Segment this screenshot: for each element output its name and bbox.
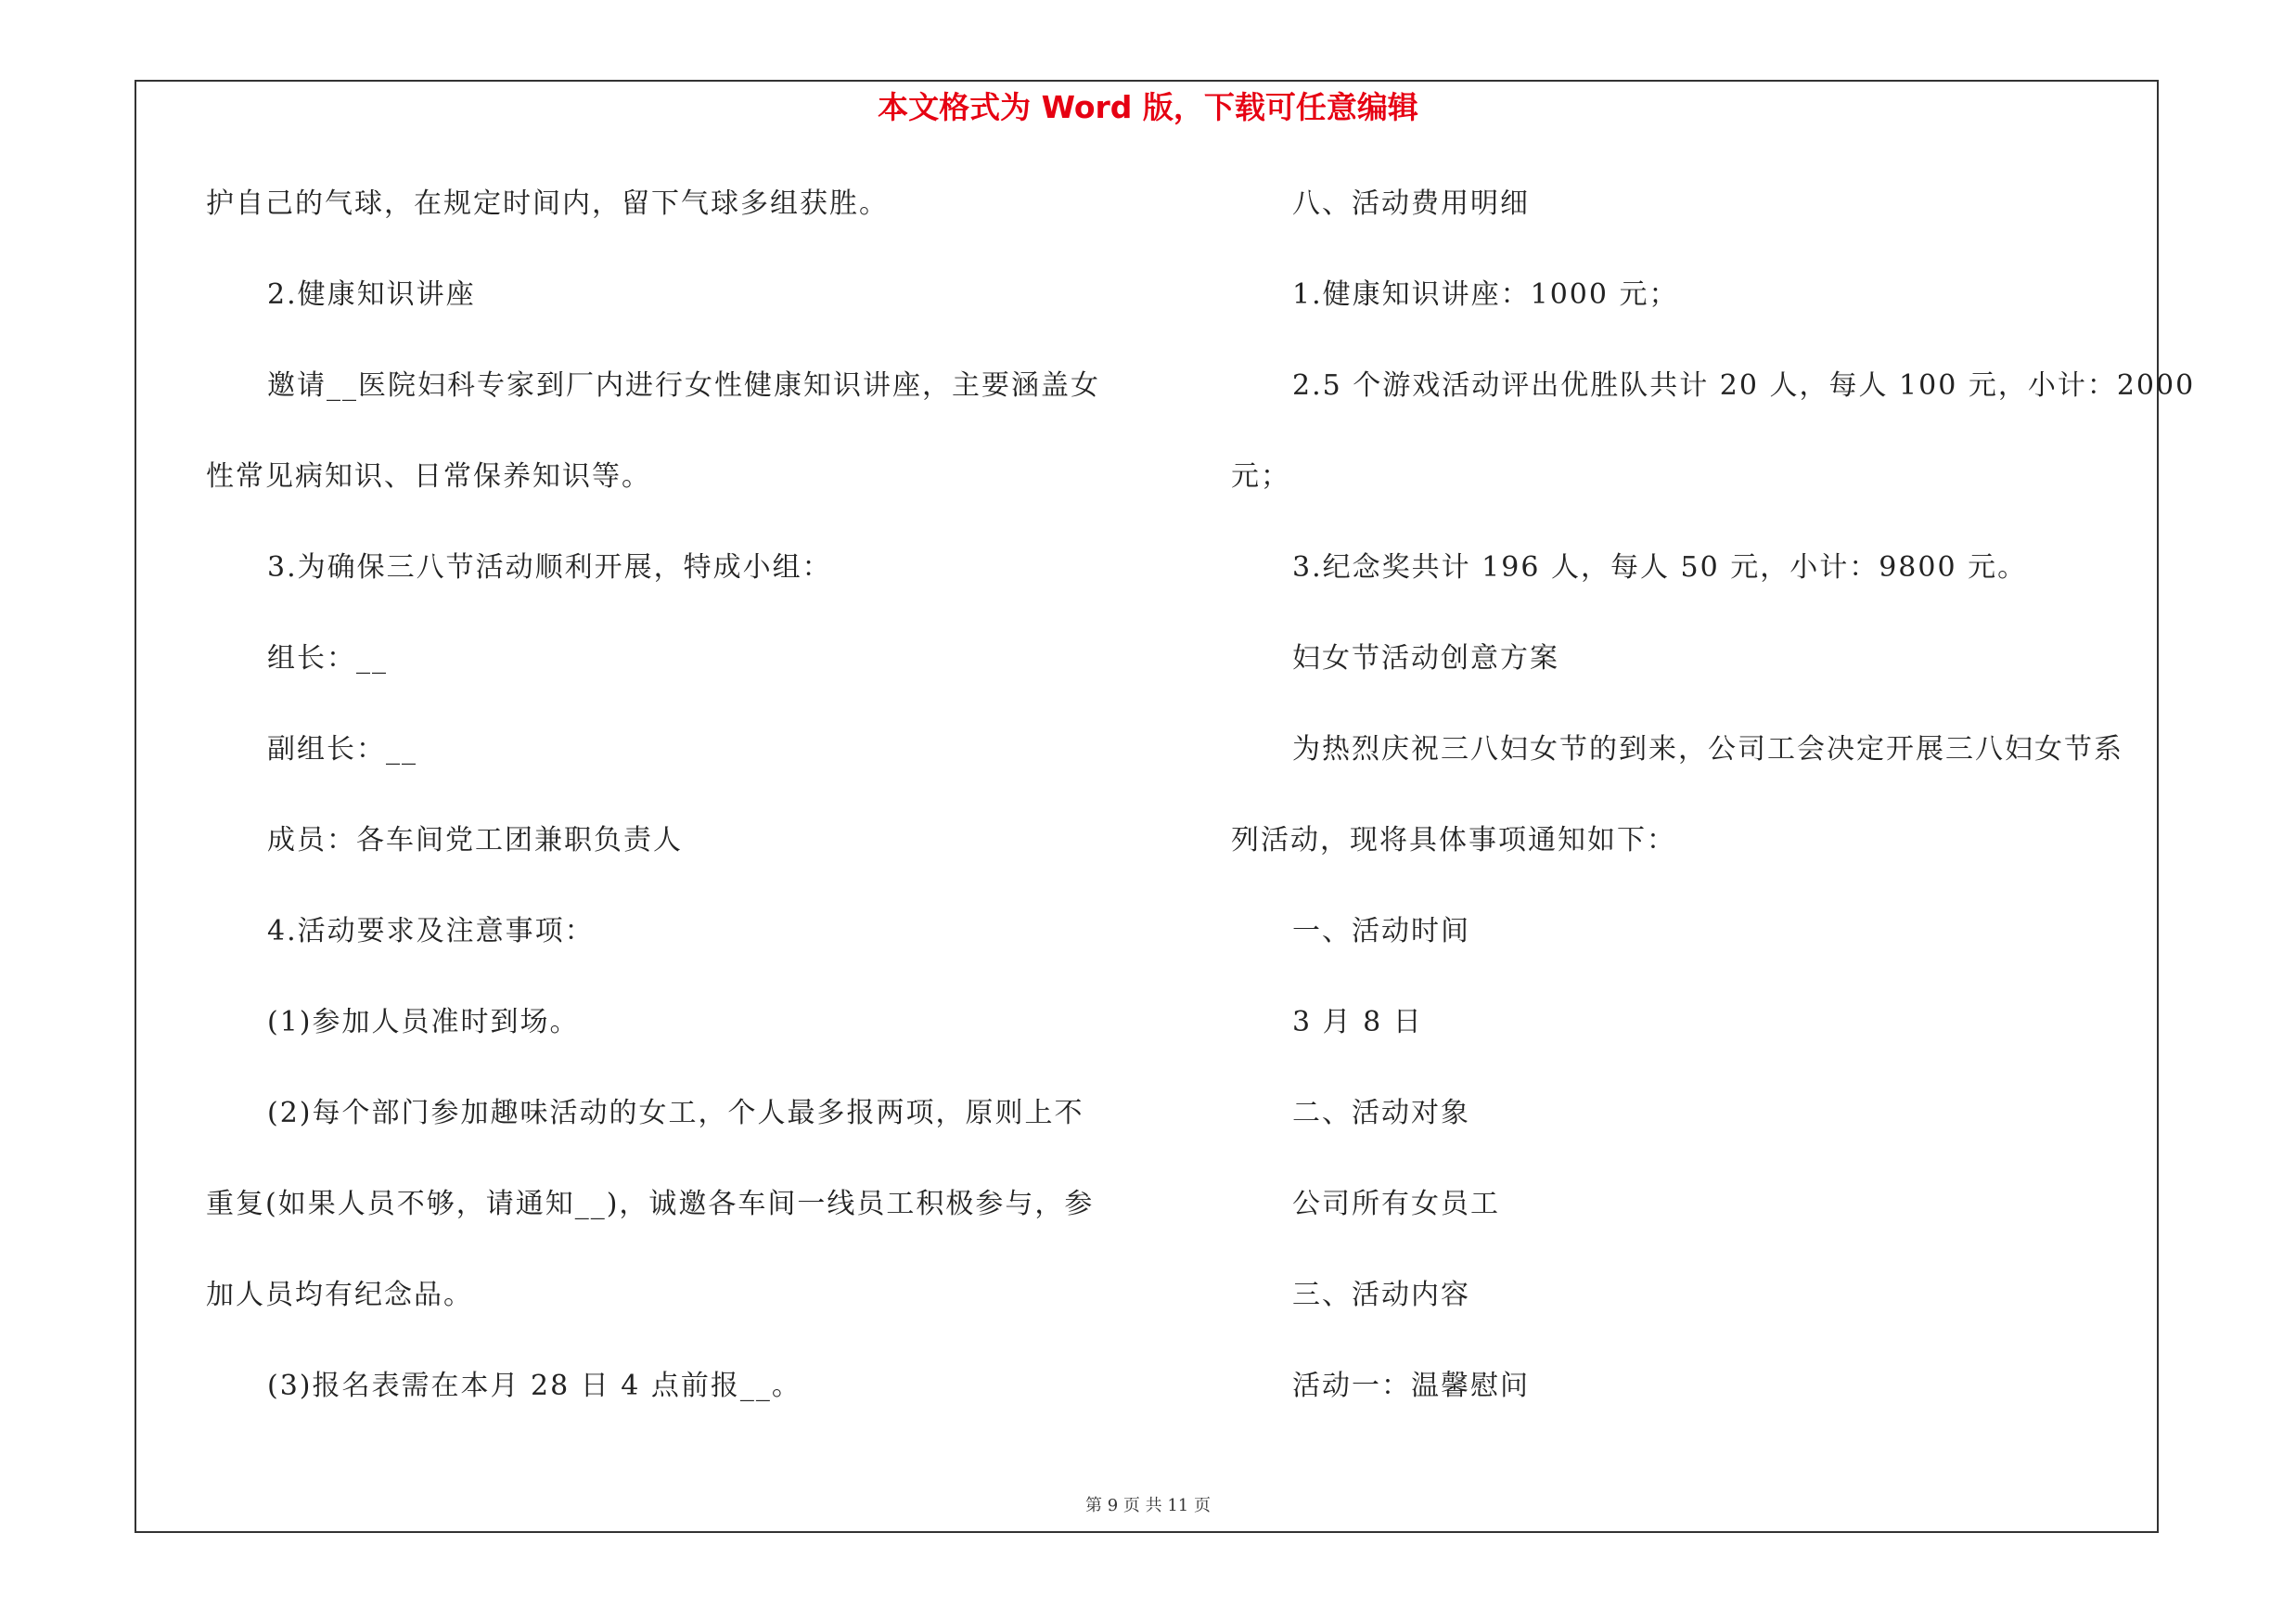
text-line: 1.健康知识讲座：1000 元；	[1292, 278, 1679, 311]
header-banner: 本文格式为 Word 版，下载可任意编辑	[878, 89, 1418, 125]
section-heading: 三、活动内容	[1292, 1279, 1470, 1311]
text-line: 邀请__医院妇科专家到厂内进行女性健康知识讲座，主要涵盖女	[267, 369, 1100, 402]
section-heading: 4.活动要求及注意事项：	[267, 915, 595, 947]
text-line: 活动一：温馨慰问	[1292, 1370, 1530, 1402]
text-line: 组长：__	[267, 642, 388, 675]
text-line: 3 月 8 日	[1292, 1006, 1423, 1038]
text-line: 副组长：__	[267, 733, 417, 766]
page-number: 第 9 页 共 11 页	[1085, 1496, 1211, 1515]
text-line: 元；	[1231, 460, 1290, 493]
text-line: (1)参加人员准时到场。	[267, 1006, 580, 1038]
text-line: 护自己的气球，在规定时间内，留下气球多组获胜。	[206, 187, 889, 220]
document-title: 妇女节活动创意方案	[1292, 642, 1559, 675]
section-heading: 二、活动对象	[1292, 1097, 1470, 1129]
text-line: 公司所有女员工	[1292, 1188, 1500, 1220]
section-heading: 一、活动时间	[1292, 915, 1470, 947]
section-heading: 3.为确保三八节活动顺利开展，特成小组：	[267, 551, 832, 584]
text-line: 3.纪念奖共计 196 人，每人 50 元，小计：9800 元。	[1292, 551, 2028, 584]
text-line: 列活动，现将具体事项通知如下：	[1231, 824, 1676, 857]
text-line: 重复(如果人员不够，请通知__)，诚邀各车间一线员工积极参与，参	[206, 1188, 1095, 1220]
text-line: (3)报名表需在本月 28 日 4 点前报__。	[267, 1370, 802, 1402]
text-line: 性常见病知识、日常保养知识等。	[206, 460, 651, 493]
section-heading: 2.健康知识讲座	[267, 278, 476, 311]
text-line: 为热烈庆祝三八妇女节的到来，公司工会决定开展三八妇女节系	[1292, 733, 2123, 766]
section-heading: 八、活动费用明细	[1292, 187, 1530, 220]
text-line: (2)每个部门参加趣味活动的女工，个人最多报两项，原则上不	[267, 1097, 1084, 1129]
text-line: 成员：各车间党工团兼职负责人	[267, 824, 683, 857]
text-line: 加人员均有纪念品。	[206, 1279, 473, 1311]
text-line: 2.5 个游戏活动评出优胜队共计 20 人，每人 100 元，小计：2000	[1292, 369, 2196, 402]
